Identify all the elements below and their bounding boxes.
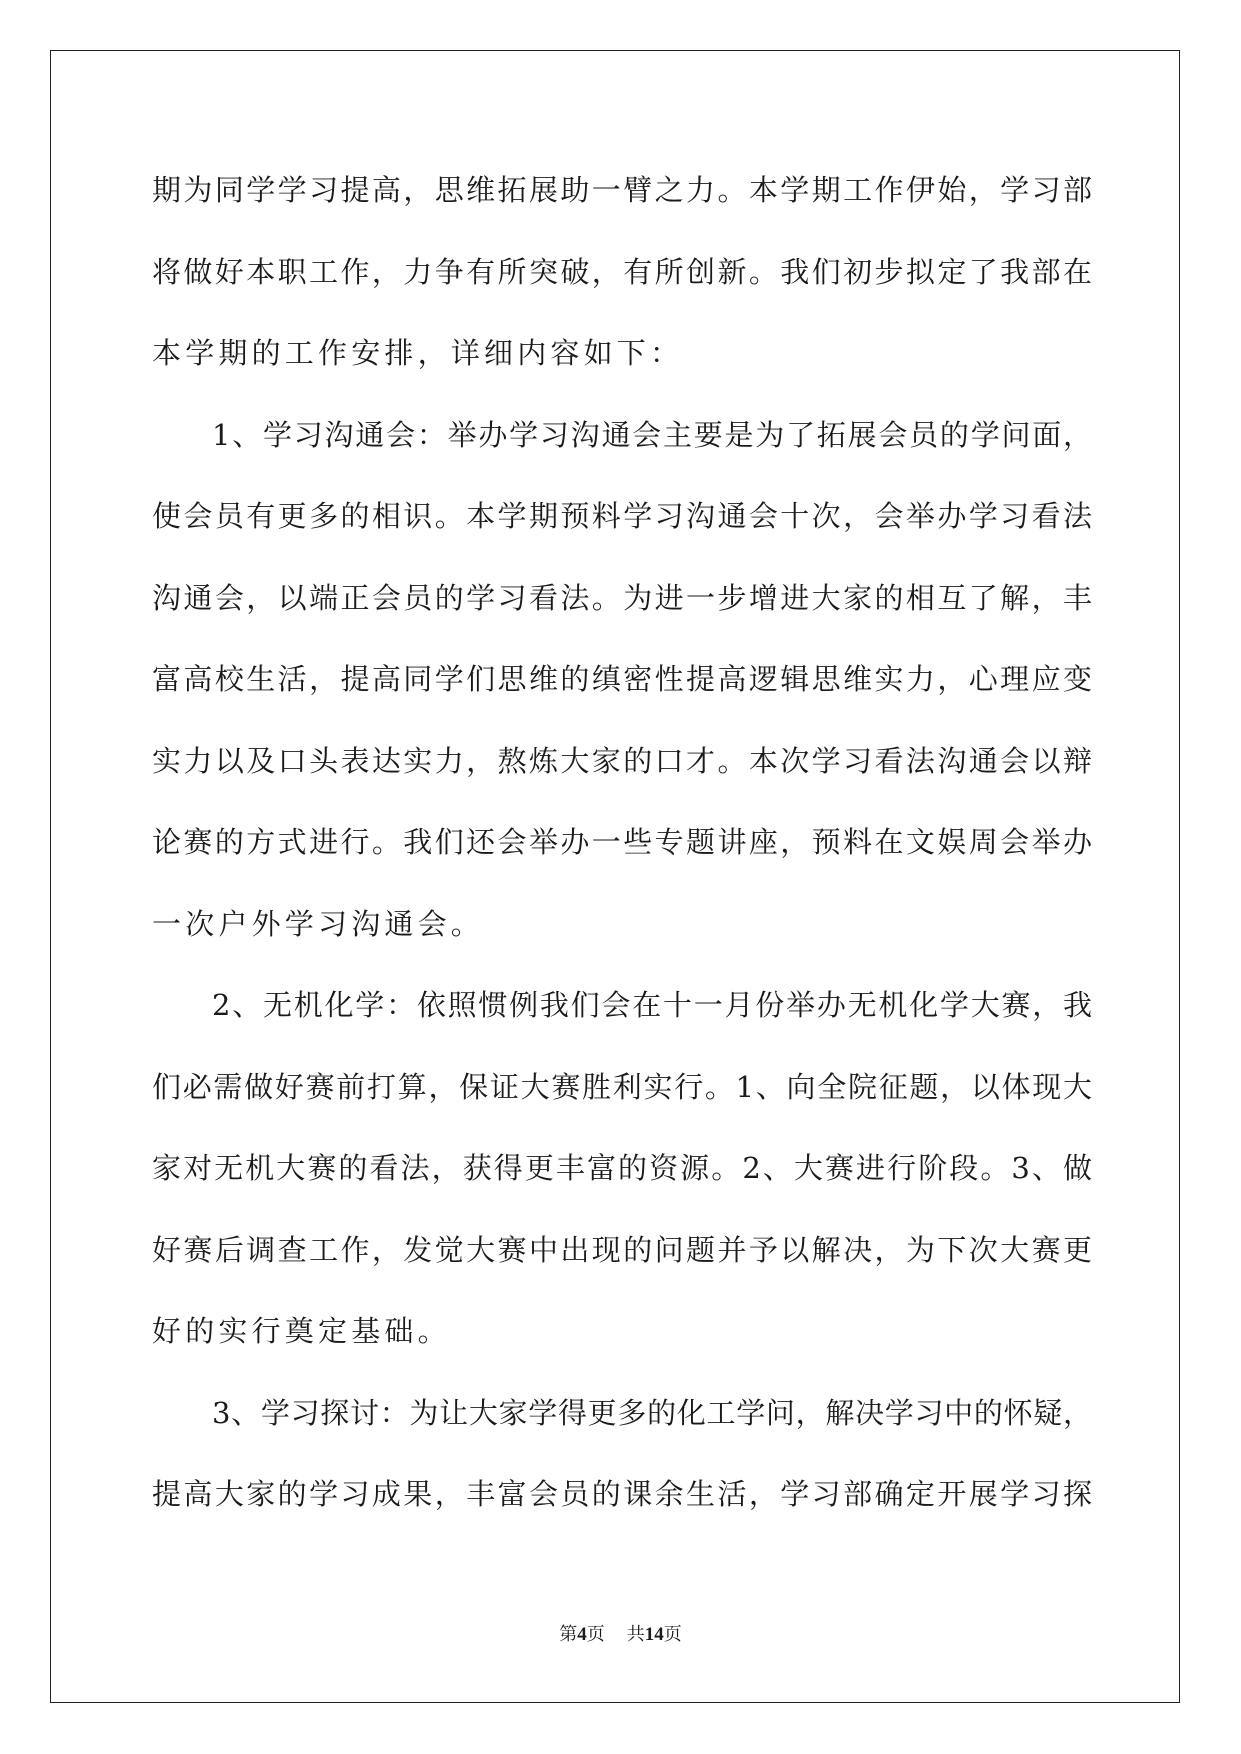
text-line: 2、无机化学：依照惯例我们会在十一月份举办无机化学大赛，我 bbox=[212, 988, 1092, 1022]
text-line: 家对无机大赛的看法，获得更丰富的资源。2、大赛进行阶段。3、做 bbox=[152, 1151, 1092, 1185]
text-line: 好赛后调查工作，发觉大赛中出现的问题并予以解决，为下次大赛更 bbox=[152, 1232, 1092, 1267]
footer-prefix: 第 bbox=[559, 1624, 578, 1645]
text-line: 1、学习沟通会：举办学习沟通会主要是为了拓展会员的学问面， bbox=[212, 417, 1092, 452]
text-line: 一次户外学习沟通会。 bbox=[152, 906, 485, 941]
page-footer bbox=[0, 1620, 1241, 1646]
text-line: 本学期的工作安排，详细内容如下： bbox=[152, 336, 684, 370]
current-page-number: 4 bbox=[577, 1624, 587, 1645]
footer-total-prefix: 共 bbox=[626, 1624, 645, 1645]
total-pages-number: 14 bbox=[644, 1624, 664, 1645]
text-line: 沟通会，以端正会员的学习看法。为进一步增进大家的相互了解，丰 bbox=[152, 580, 1092, 615]
text-line: 3、学习探讨：为让大家学得更多的化工学问，解决学习中的怀疑， bbox=[212, 1395, 1092, 1430]
text-line: 提高大家的学习成果，丰富会员的课余生活，学习部确定开展学习探 bbox=[152, 1477, 1092, 1511]
text-line: 将做好本职工作，力争有所突破，有所创新。我们初步拟定了我部在 bbox=[152, 254, 1092, 289]
footer-total-suffix: 页 bbox=[663, 1624, 682, 1645]
footer-page-suffix: 页 bbox=[586, 1624, 605, 1645]
text-line: 实力以及口头表达实力，熬炼大家的口才。本次学习看法沟通会以辩 bbox=[152, 743, 1092, 778]
text-line: 期为同学学习提高，思维拓展助一臂之力。本学期工作伊始，学习部 bbox=[152, 173, 1092, 207]
text-line: 们必需做好赛前打算，保证大赛胜利实行。1、向全院征题，以体现大 bbox=[152, 1069, 1092, 1104]
text-line: 使会员有更多的相识。本学期预料学习沟通会十次，会举办学习看法 bbox=[152, 499, 1092, 533]
text-line: 富高校生活，提高同学们思维的缜密性提高逻辑思维实力，心理应变 bbox=[152, 662, 1092, 696]
text-line: 好的实行奠定基础。 bbox=[152, 1314, 451, 1348]
document-body bbox=[152, 160, 1092, 1546]
text-line: 论赛的方式进行。我们还会举办一些专题讲座，预料在文娱周会举办 bbox=[152, 825, 1092, 859]
